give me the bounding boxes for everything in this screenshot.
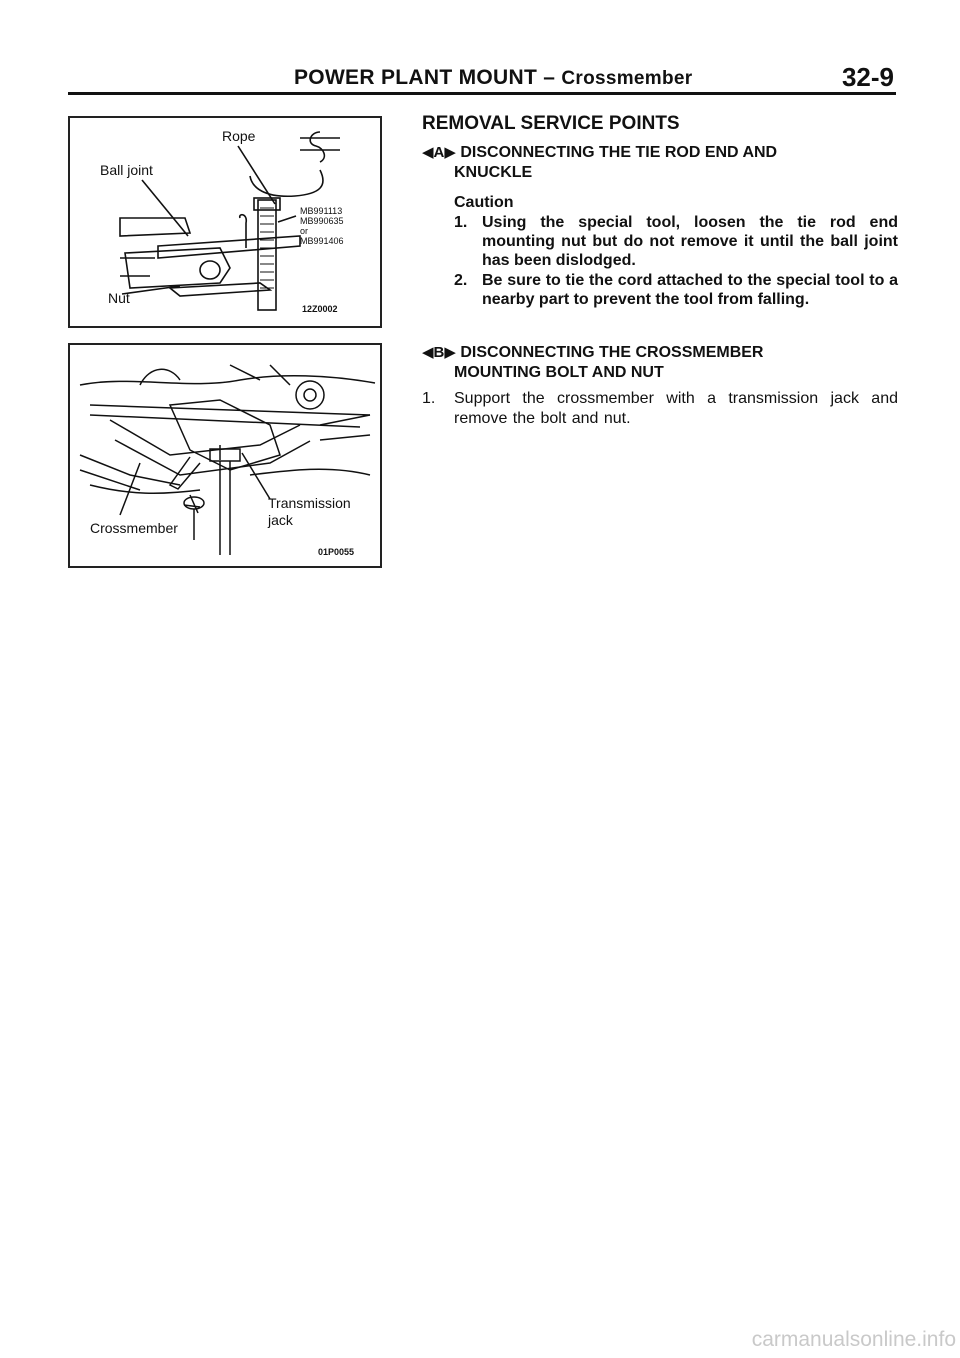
label-transmission-jack: Transmission jack [268, 495, 351, 528]
label-tool-or: or [300, 226, 309, 236]
figure-crossmember-jack [68, 343, 382, 568]
item-text: Be sure to tie the cord attached to the special tool to a nearby part to prevent the tool from falling. [482, 272, 898, 308]
label-tool-mb991406: MB991406 [300, 236, 344, 246]
rod-lines [120, 258, 155, 276]
figure-code-12z0002: 12Z0002 [302, 304, 338, 314]
item-number: 2. [454, 272, 468, 289]
section-title: POWER PLANT MOUNT [294, 66, 538, 89]
crossmember-bottom [115, 440, 310, 475]
caution-item-2 [454, 271, 898, 309]
service-point-marker-a: ◀A▶ [422, 144, 456, 161]
item-number: 1. [422, 390, 436, 407]
ball-joint-housing [200, 261, 220, 279]
caution-label: Caution [454, 194, 514, 211]
page-title [294, 66, 692, 90]
section-a-heading [422, 143, 777, 183]
service-point-marker-b: ◀B▶ [422, 344, 456, 361]
tool-arm [158, 236, 300, 258]
label-tool-mb991113: MB991113 [300, 206, 343, 216]
section-a-title-line1: DISCONNECTING THE TIE ROD END AND [460, 144, 778, 161]
tool-clip [240, 215, 247, 248]
section-a-title-line2: KNUCKLE [454, 164, 533, 181]
left-frame [80, 455, 180, 490]
section-subtitle: Crossmember [561, 68, 693, 89]
page-header [68, 58, 896, 92]
figure-tie-rod-tool [68, 116, 382, 328]
label-ball-joint: Ball joint [100, 162, 153, 178]
label-crossmember: Crossmember [90, 520, 178, 536]
title-dash: – [543, 66, 556, 89]
label-rope: Rope [222, 128, 256, 144]
watermark: carmanualsonline.info [751, 1328, 956, 1351]
section-b-title-line1: DISCONNECTING THE CROSSMEMBER [460, 344, 764, 361]
item-text: Support the crossmember with a transmission jack and remove the bolt and nut. [454, 390, 898, 427]
jack-post [220, 461, 230, 555]
heading-removal-service-points: REMOVAL SERVICE POINTS [422, 113, 680, 134]
caution-item-1 [454, 213, 898, 270]
label-nut: Nut [108, 290, 130, 306]
page-number: 32-9 [841, 62, 894, 92]
figure-code-01p0055: 01P0055 [318, 547, 355, 557]
section-b-title-line2: MOUNTING BOLT AND NUT [454, 364, 664, 381]
section-b-item-1 [422, 389, 898, 429]
hook [310, 132, 324, 162]
item-number: 1. [454, 214, 468, 231]
pulley [296, 381, 324, 409]
knuckle-top [120, 218, 190, 236]
crossmember-top [110, 420, 300, 455]
label-tool-mb990635: MB990635 [300, 216, 344, 226]
header-rule [68, 92, 896, 95]
item-text: Using the special tool, loosen the tie rod end mounting nut but do not remove it until the ball joint has been dislodged. [482, 214, 898, 269]
section-b-heading [422, 343, 763, 383]
right-frame [320, 415, 370, 440]
frame-top [80, 376, 375, 385]
